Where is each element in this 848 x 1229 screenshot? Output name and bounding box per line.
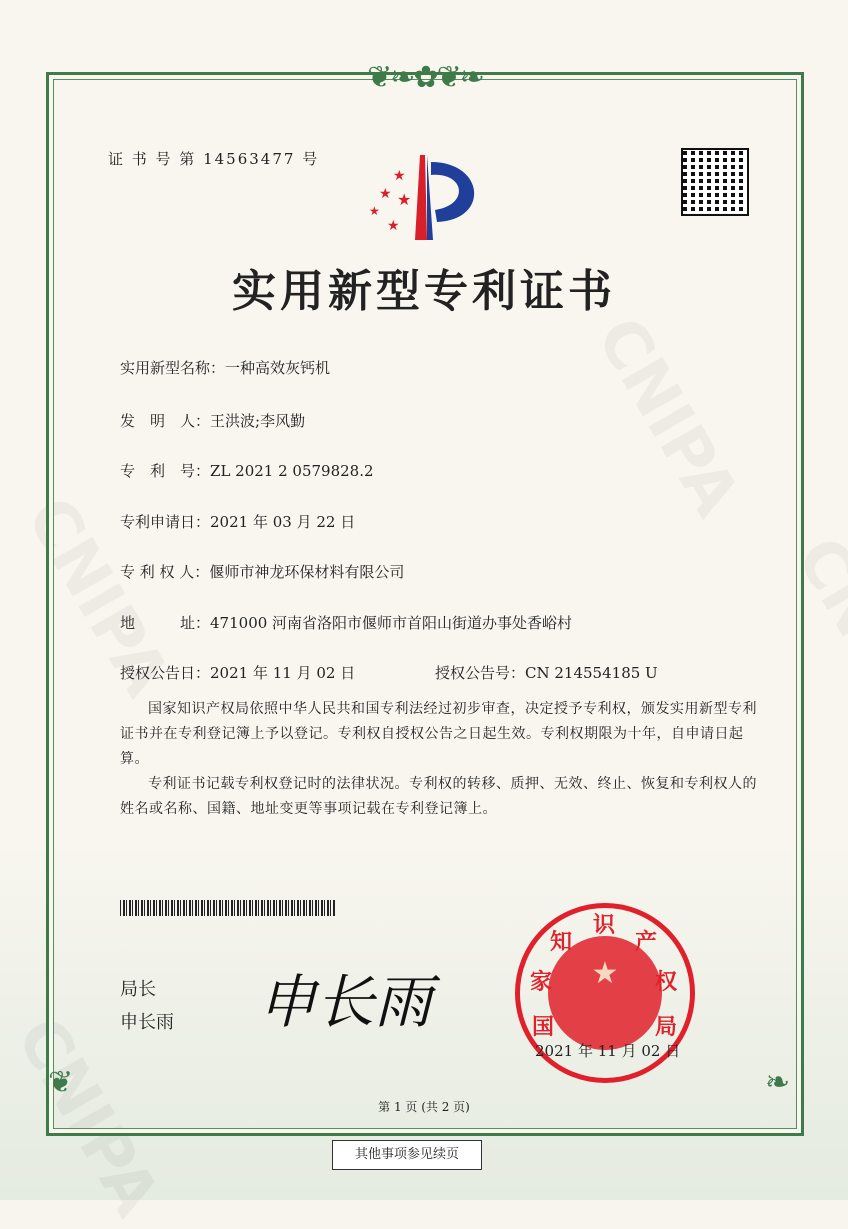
field-label: 授权公告日： bbox=[120, 664, 211, 682]
director-signature: 申长雨 bbox=[258, 968, 433, 1036]
field-value: 2021 年 03 月 22 日 bbox=[210, 513, 356, 531]
seal-text: 识 bbox=[593, 912, 616, 938]
certificate-title: 实用新型专利证书 bbox=[232, 266, 616, 317]
page-indicator: 第 1 页 (共 2 页) bbox=[378, 1100, 470, 1114]
field-patent-number bbox=[120, 460, 374, 481]
svg-text:★: ★ bbox=[369, 204, 380, 218]
seal-text: 知 bbox=[550, 929, 573, 955]
field-value: ZL 2021 2 0579828.2 bbox=[210, 462, 374, 480]
field-publication-number bbox=[435, 662, 658, 683]
barcode-icon bbox=[120, 900, 335, 916]
field-address bbox=[120, 612, 572, 633]
field-value: CN 214554185 U bbox=[525, 664, 658, 682]
svg-text:★: ★ bbox=[379, 186, 392, 202]
seal-text: 家 bbox=[530, 969, 553, 995]
seal-date: 2021 年 11 月 02 日 bbox=[535, 1042, 681, 1060]
ornament-top-icon: ❦❧✿❦❧ bbox=[367, 60, 483, 95]
footer-note: 其他事项参见续页 bbox=[332, 1140, 482, 1170]
ornament-corner-icon: ❦ bbox=[48, 1065, 74, 1100]
ornament-corner-icon: ❧ bbox=[765, 1065, 791, 1100]
svg-text:★: ★ bbox=[393, 168, 406, 184]
seal-text: 局 bbox=[655, 1014, 678, 1040]
seal-text: 国 bbox=[532, 1014, 555, 1040]
field-label: 专利申请日： bbox=[120, 513, 211, 531]
field-grant-date bbox=[120, 662, 355, 683]
field-label: 专 利 权 人： bbox=[120, 563, 210, 581]
cnipa-logo-icon bbox=[365, 150, 490, 245]
svg-text:★: ★ bbox=[397, 190, 412, 209]
field-value: 偃师市神龙环保材料有限公司 bbox=[209, 563, 405, 581]
field-label: 地 址： bbox=[120, 614, 211, 632]
certificate-number: 证 书 号 第 14563477 号 bbox=[108, 150, 320, 168]
field-patentee bbox=[120, 561, 404, 582]
field-label: 专 利 号： bbox=[120, 462, 211, 480]
field-label: 发 明 人： bbox=[120, 412, 211, 430]
field-label: 授权公告号： bbox=[435, 664, 526, 682]
seal-text: 权 bbox=[655, 969, 678, 995]
qr-code-icon bbox=[683, 150, 747, 214]
director-title: 局长 bbox=[120, 979, 156, 1000]
field-value: 471000 河南省洛阳市偃师市首阳山街道办事处香峪村 bbox=[210, 614, 573, 632]
svg-text:★: ★ bbox=[387, 218, 400, 234]
field-utility-model-name bbox=[120, 357, 330, 378]
paragraph-legal-status: 专利证书记载专利权登记时的法律状况。专利权的转移、质押、无效、终止、恢复和专利权人的姓名或名称、国籍、地址变更等事项记载在专利登记簿上。 bbox=[120, 776, 757, 817]
director-name: 申长雨 bbox=[120, 1012, 174, 1033]
field-value: 王洪波;李风勤 bbox=[210, 412, 306, 430]
field-label: 实用新型名称： bbox=[120, 359, 226, 377]
field-value: 一种高效灰钙机 bbox=[225, 359, 331, 377]
field-application-date bbox=[120, 511, 355, 532]
seal-text: 产 bbox=[635, 929, 658, 955]
paragraph-grant-statement: 国家知识产权局依照中华人民共和国专利法经过初步审查，决定授予专利权，颁发实用新型专利证书并在专利登记簿上予以登记。专利权自授权公告之日起生效。专利权期限为十年，自申请日起算。 bbox=[120, 701, 757, 767]
seal-star-icon: ★ bbox=[591, 956, 619, 991]
field-value: 2021 年 11 月 02 日 bbox=[210, 664, 356, 682]
field-inventors bbox=[120, 410, 305, 431]
